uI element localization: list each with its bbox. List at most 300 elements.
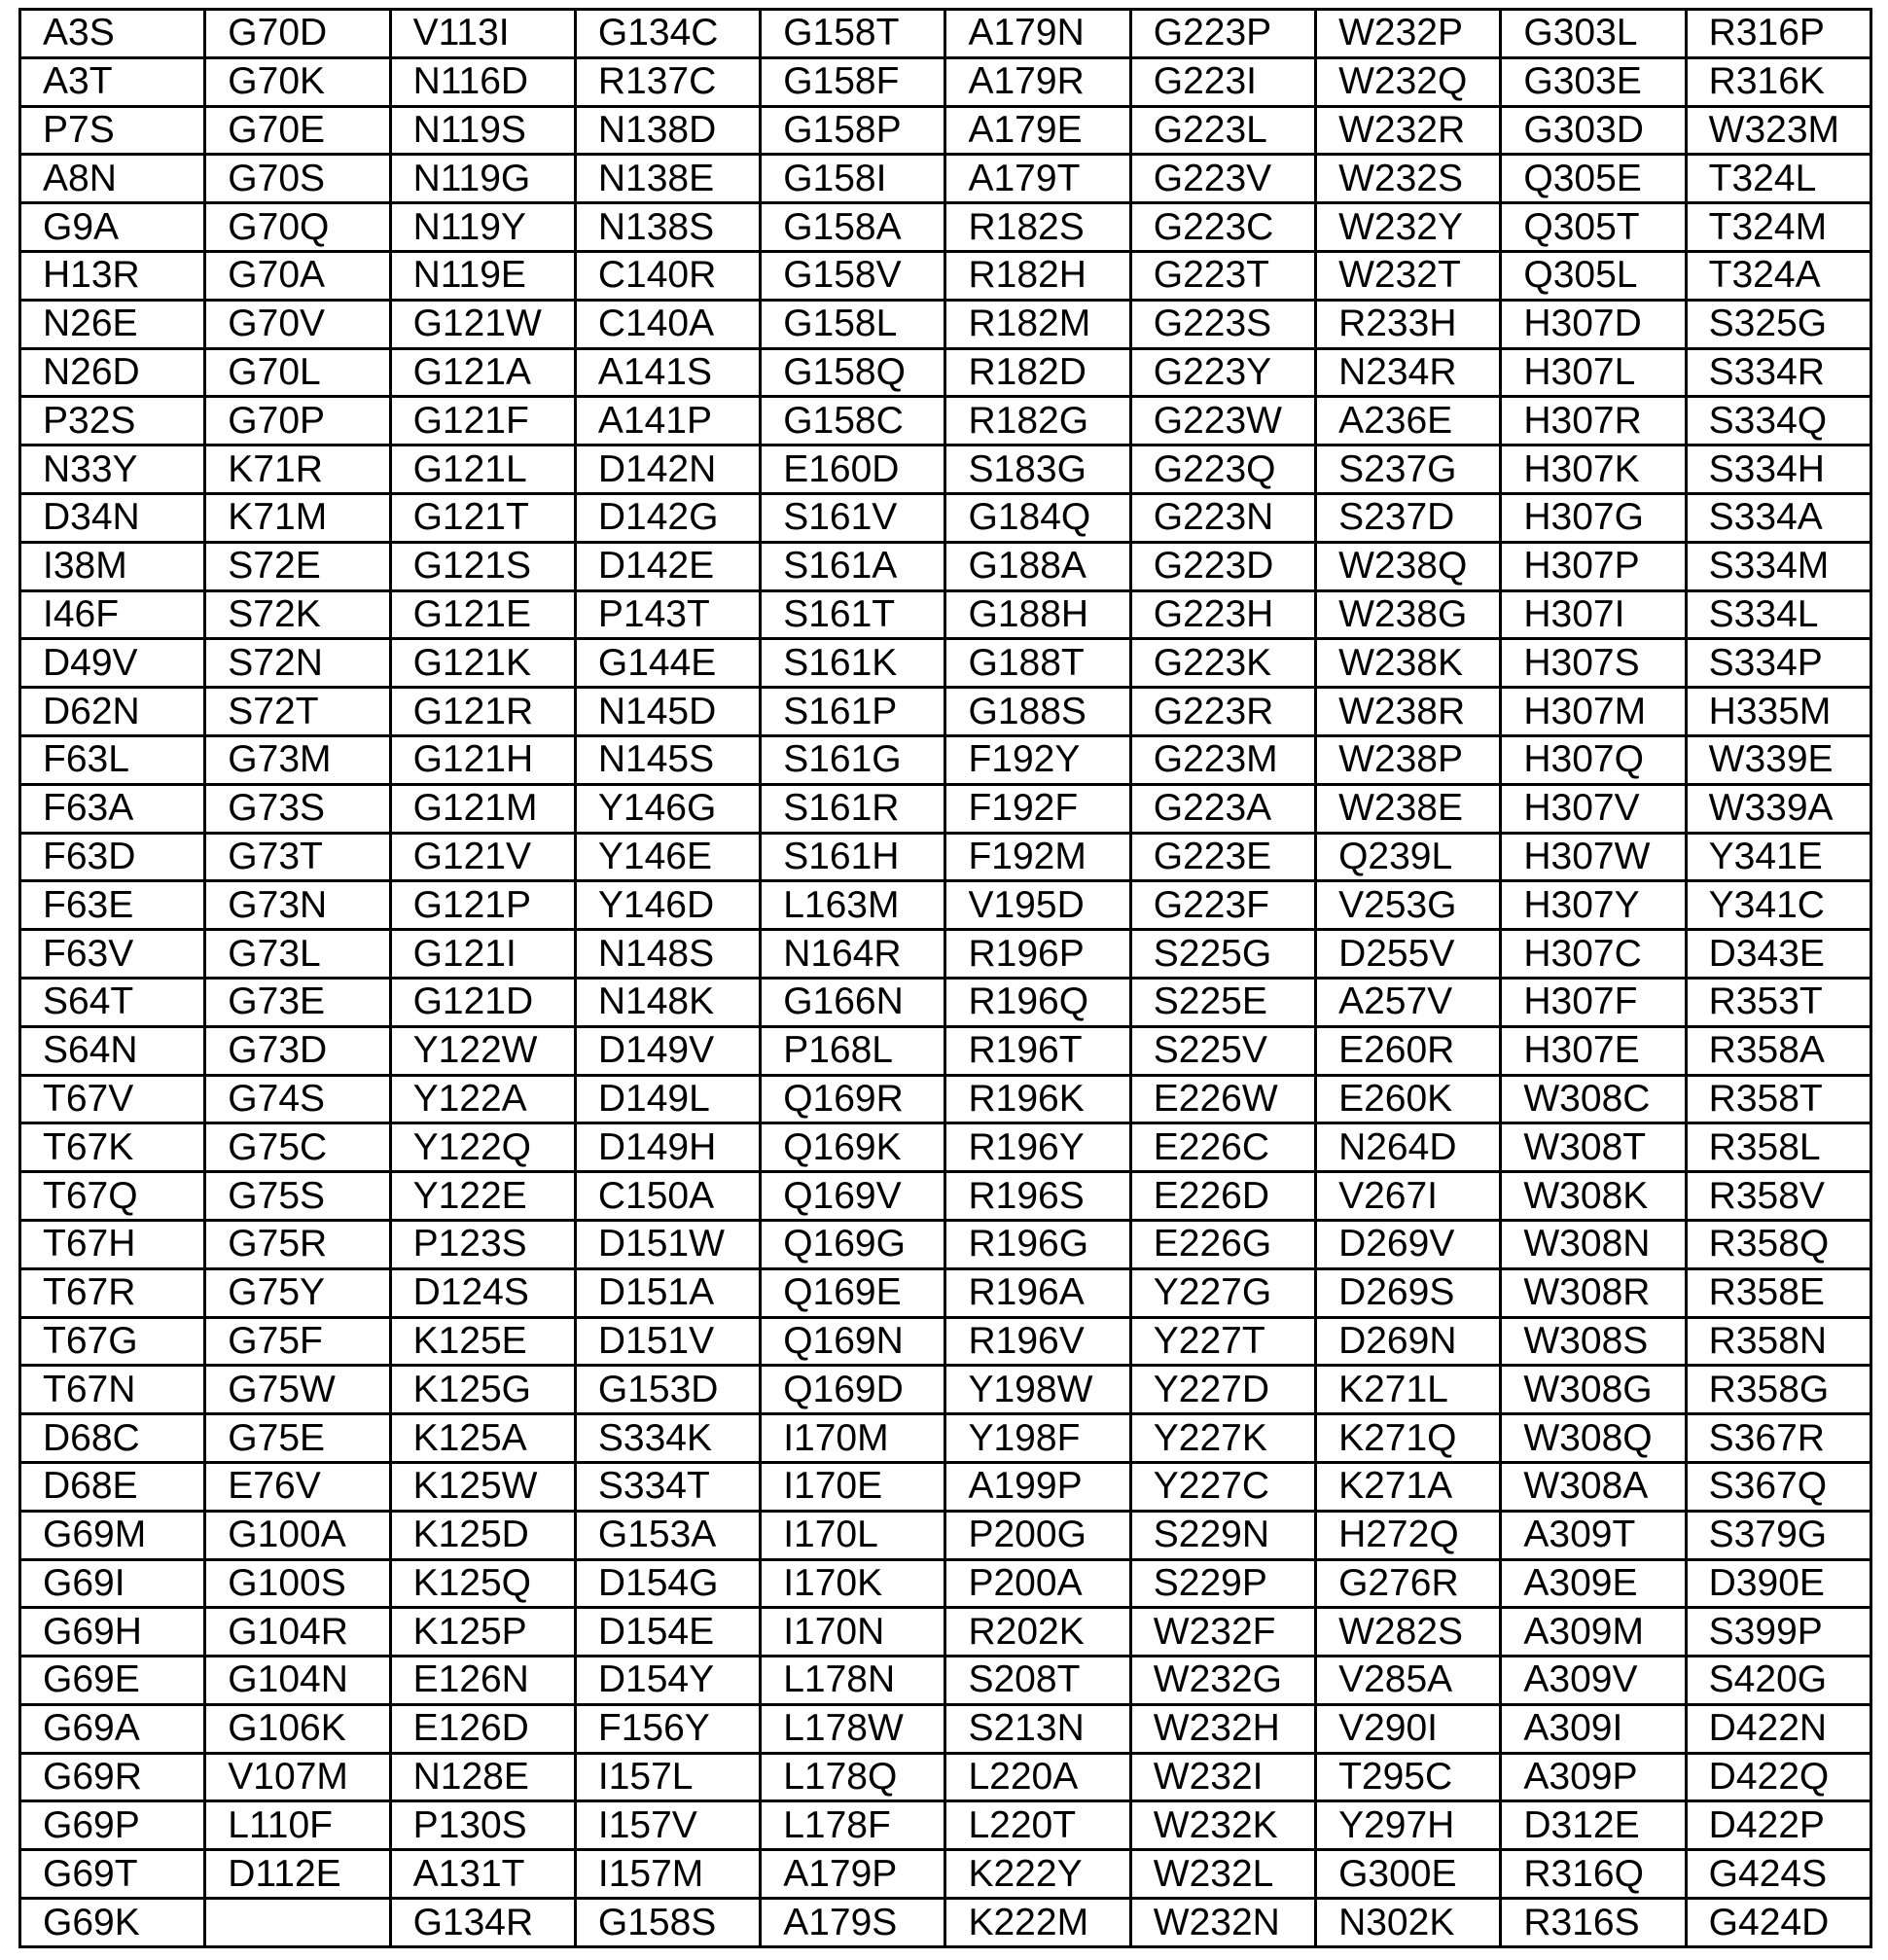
mutation-cell: T67G [20,1317,205,1366]
mutation-cell: S334K [575,1414,760,1463]
mutation-cell: C140R [575,251,760,300]
mutation-cell: G73N [205,881,390,930]
mutation-cell: I46F [20,590,205,639]
mutation-cell: G158F [761,57,945,106]
mutation-cell: S237D [1316,493,1501,542]
mutation-cell: R196A [945,1268,1130,1317]
mutation-cell: T295C [1316,1753,1501,1801]
mutation-cell: G9A [20,203,205,252]
mutation-cell: V290I [1316,1704,1501,1753]
mutation-cell: S420G [1686,1657,1870,1705]
table-row [20,10,1871,58]
mutation-cell: T67V [20,1075,205,1123]
table-row [20,348,1871,397]
mutation-cell: G70D [205,10,390,58]
mutation-cell: R353T [1686,978,1870,1026]
mutation-cell: L220T [945,1801,1130,1850]
mutation-cell: D255V [1316,930,1501,979]
mutation-cell: N119S [390,106,575,155]
mutation-cell: D149V [575,1026,760,1075]
mutation-cell: L110F [205,1801,390,1850]
mutation-cell: G121F [390,397,575,445]
table-row [20,251,1871,300]
table-row [20,881,1871,930]
mutation-cell: W232N [1130,1899,1315,1947]
mutation-cell: G121I [390,930,575,979]
mutation-cell: W232S [1316,155,1501,203]
mutation-cell: C150A [575,1172,760,1221]
table-row [20,1075,1871,1123]
mutation-cell: R196S [945,1172,1130,1221]
mutation-cell: Q305E [1501,155,1686,203]
mutation-cell: G158I [761,155,945,203]
mutation-cell: N148S [575,930,760,979]
mutation-cell: G223S [1130,300,1315,348]
mutation-cell: D151V [575,1317,760,1366]
mutation-cell: R358Q [1686,1220,1870,1268]
mutation-cell: G121P [390,881,575,930]
mutation-cell: L178Q [761,1753,945,1801]
mutation-cell: S161A [761,542,945,590]
mutation-cell: G70P [205,397,390,445]
mutation-cell: F63L [20,735,205,784]
mutation-cell: T67K [20,1123,205,1172]
mutation-cell: A179P [761,1850,945,1899]
mutation-cell: S334H [1686,445,1870,494]
mutation-cell: G121L [390,445,575,494]
mutation-cell: G158C [761,397,945,445]
table-row [20,1268,1871,1317]
mutation-cell: A179S [761,1899,945,1947]
mutation-cell: G158S [575,1899,760,1947]
mutation-cell: D68C [20,1414,205,1463]
mutation-cell: G166N [761,978,945,1026]
mutation-cell: E226W [1130,1075,1315,1123]
mutation-cell: D151W [575,1220,760,1268]
mutation-cell: K222Y [945,1850,1130,1899]
mutation-cell: S225V [1130,1026,1315,1075]
mutation-cell: Q169V [761,1172,945,1221]
mutation-cell: G70K [205,57,390,106]
mutation-cell: R137C [575,57,760,106]
mutation-cell: H307P [1501,542,1686,590]
mutation-cell: N116D [390,57,575,106]
mutation-cell: Y297H [1316,1801,1501,1850]
mutation-cell: N26D [20,348,205,397]
mutation-cell: W232P [1316,10,1501,58]
mutation-cell: H307K [1501,445,1686,494]
mutation-cell: S72E [205,542,390,590]
mutation-cell: D312E [1501,1801,1686,1850]
mutation-cell: D149L [575,1075,760,1123]
mutation-cell: Y227C [1130,1462,1315,1511]
mutation-cell: R182H [945,251,1130,300]
mutation-cell: A141P [575,397,760,445]
mutation-cell: P32S [20,397,205,445]
mutation-cell: P130S [390,1801,575,1850]
mutation-cell: N119G [390,155,575,203]
mutation-cell: E76V [205,1462,390,1511]
mutation-cell: W232K [1130,1801,1315,1850]
mutation-cell: N119E [390,251,575,300]
mutation-cell: R196V [945,1317,1130,1366]
mutation-cell: S161K [761,639,945,688]
mutation-cell: L178N [761,1657,945,1705]
mutation-cell: Q305T [1501,203,1686,252]
table-row [20,542,1871,590]
mutation-cell: T67N [20,1366,205,1414]
mutation-cell: G121E [390,590,575,639]
mutation-cell: V107M [205,1753,390,1801]
mutation-cell: K271Q [1316,1414,1501,1463]
mutation-cell: W308S [1501,1317,1686,1366]
mutation-cell: H307D [1501,300,1686,348]
mutation-cell: P200A [945,1559,1130,1608]
mutation-cell: N138D [575,106,760,155]
mutation-cell: A3T [20,57,205,106]
mutation-cell: F156Y [575,1704,760,1753]
mutation-cell: A3S [20,10,205,58]
mutation-cell: G75Y [205,1268,390,1317]
mutation-cell: A309E [1501,1559,1686,1608]
table-row [20,155,1871,203]
mutation-cell: D149H [575,1123,760,1172]
mutation-cell: D390E [1686,1559,1870,1608]
mutation-cell: S334L [1686,590,1870,639]
mutation-cell: G69R [20,1753,205,1801]
table-row [20,1608,1871,1657]
mutation-cell: G73E [205,978,390,1026]
mutation-cell: T67R [20,1268,205,1317]
mutation-cell: R196K [945,1075,1130,1123]
mutation-cell: D154E [575,1608,760,1657]
mutation-cell: K125Q [390,1559,575,1608]
mutation-cell: S72T [205,688,390,736]
mutation-cell: H307L [1501,348,1686,397]
mutation-cell: Q169E [761,1268,945,1317]
mutation-cell: G69I [20,1559,205,1608]
mutation-cell: G223K [1130,639,1315,688]
mutation-cell: D269V [1316,1220,1501,1268]
mutation-cell: Y227T [1130,1317,1315,1366]
mutation-cell: G223Q [1130,445,1315,494]
mutation-cell: E260R [1316,1026,1501,1075]
mutation-cell: G70L [205,348,390,397]
mutation-cell: L220A [945,1753,1130,1801]
mutation-cell: A309I [1501,1704,1686,1753]
mutation-cell: V253G [1316,881,1501,930]
mutation-cell: G121V [390,833,575,881]
mutation-cell: Q169K [761,1123,945,1172]
mutation-cell: G75S [205,1172,390,1221]
mutation-cell: R196P [945,930,1130,979]
table-row [20,1657,1871,1705]
mutation-cell: G104R [205,1608,390,1657]
table-row [20,1414,1871,1463]
mutation-cell: S334P [1686,639,1870,688]
mutation-cell [205,1899,390,1947]
mutation-cell: A257V [1316,978,1501,1026]
mutation-cell: W238Q [1316,542,1501,590]
mutation-cell: G158L [761,300,945,348]
mutation-cell: W238E [1316,784,1501,833]
mutation-cell: R182G [945,397,1130,445]
mutation-cell: S161V [761,493,945,542]
mutation-cell: Y341C [1686,881,1870,930]
mutation-cell: N119Y [390,203,575,252]
mutation-cell: G223F [1130,881,1315,930]
mutation-cell: G223I [1130,57,1315,106]
mutation-cell: G188H [945,590,1130,639]
mutation-cell: K271L [1316,1366,1501,1414]
mutation-cell: R358A [1686,1026,1870,1075]
mutation-cell: E160D [761,445,945,494]
mutation-cell: G300E [1316,1850,1501,1899]
mutation-cell: W238G [1316,590,1501,639]
mutation-cell: D269N [1316,1317,1501,1366]
mutation-cell: G73S [205,784,390,833]
mutation-cell: G121K [390,639,575,688]
mutation-cell: A179N [945,10,1130,58]
mutation-cell: D422N [1686,1704,1870,1753]
mutation-cell: G303L [1501,10,1686,58]
mutation-cell: G73D [205,1026,390,1075]
mutation-cell: G188T [945,639,1130,688]
mutation-cell: E226G [1130,1220,1315,1268]
table-row [20,1366,1871,1414]
mutation-cell: I170E [761,1462,945,1511]
mutation-cell: V267I [1316,1172,1501,1221]
mutation-cell: A141S [575,348,760,397]
mutation-cell: H307Q [1501,735,1686,784]
mutation-cell: N138E [575,155,760,203]
mutation-cell: D68E [20,1462,205,1511]
mutation-cell: A8N [20,155,205,203]
mutation-cell: K125P [390,1608,575,1657]
mutation-cell: R196Q [945,978,1130,1026]
mutation-cell: S225E [1130,978,1315,1026]
mutation-cell: G188A [945,542,1130,590]
mutation-cell: G134C [575,10,760,58]
mutation-cell: G223T [1130,251,1315,300]
mutation-cell: P123S [390,1220,575,1268]
mutation-cell: N145S [575,735,760,784]
mutation-cell: Y198W [945,1366,1130,1414]
mutation-cell: S334A [1686,493,1870,542]
table-row [20,930,1871,979]
mutation-cell: I38M [20,542,205,590]
mutation-cell: S367R [1686,1414,1870,1463]
mutation-cell: T67H [20,1220,205,1268]
mutation-cell: T324M [1686,203,1870,252]
mutation-cell: R316K [1686,57,1870,106]
table-row [20,590,1871,639]
mutation-cell: G70S [205,155,390,203]
table-row [20,1850,1871,1899]
mutation-cell: G134R [390,1899,575,1947]
mutation-cell: G121D [390,978,575,1026]
mutation-cell: F192F [945,784,1130,833]
mutation-cell: Y198F [945,1414,1130,1463]
mutation-cell: G223P [1130,10,1315,58]
table-row [20,493,1871,542]
mutation-cell: V285A [1316,1657,1501,1705]
mutation-cell: V195D [945,881,1130,930]
mutation-cell: G184Q [945,493,1130,542]
mutation-cell: G223N [1130,493,1315,542]
mutation-cell: D151A [575,1268,760,1317]
mutation-cell: Y146D [575,881,760,930]
mutation-cell: D142G [575,493,760,542]
table-row [20,106,1871,155]
table-row [20,688,1871,736]
mutation-cell: P200G [945,1511,1130,1559]
mutation-cell: F63V [20,930,205,979]
mutation-cell: G223C [1130,203,1315,252]
mutation-cell: D34N [20,493,205,542]
mutation-cell: S334Q [1686,397,1870,445]
mutation-cell: K71M [205,493,390,542]
mutation-cell: Y227K [1130,1414,1315,1463]
mutation-cell: W232I [1130,1753,1315,1801]
mutation-cell: G223Y [1130,348,1315,397]
mutation-cell: G223H [1130,590,1315,639]
mutation-cell: S161G [761,735,945,784]
mutation-cell: S229P [1130,1559,1315,1608]
mutation-cell: V113I [390,10,575,58]
mutation-cell: W339A [1686,784,1870,833]
mutation-cell: D422Q [1686,1753,1870,1801]
mutation-cell: A199P [945,1462,1130,1511]
mutation-cell: G70A [205,251,390,300]
mutation-cell: H335M [1686,688,1870,736]
mutation-cell: D269S [1316,1268,1501,1317]
mutation-cell: N302K [1316,1899,1501,1947]
table-row [20,1026,1871,1075]
mutation-cell: G70Q [205,203,390,252]
mutation-cell: W308T [1501,1123,1686,1172]
mutation-cell: G69T [20,1850,205,1899]
mutation-cell: K125W [390,1462,575,1511]
mutation-cell: R182S [945,203,1130,252]
mutation-cell: W308K [1501,1172,1686,1221]
mutation-cell: F63A [20,784,205,833]
mutation-cell: H307M [1501,688,1686,736]
mutation-cell: S183G [945,445,1130,494]
mutation-cell: G70E [205,106,390,155]
mutation-cell: G158T [761,10,945,58]
mutation-cell: G69A [20,1704,205,1753]
mutation-cell: H307I [1501,590,1686,639]
mutation-cell: W232Q [1316,57,1501,106]
mutation-cell: H307Y [1501,881,1686,930]
mutation-cell: I170K [761,1559,945,1608]
mutation-cell: Q305L [1501,251,1686,300]
mutation-cell: P7S [20,106,205,155]
mutation-cell: R316S [1501,1899,1686,1947]
mutation-cell: A309M [1501,1608,1686,1657]
mutation-cell: Y122E [390,1172,575,1221]
mutation-cell: W232L [1130,1850,1315,1899]
mutation-cell: S72N [205,639,390,688]
table-row [20,57,1871,106]
mutation-cell: D124S [390,1268,575,1317]
mutation-cell: E226C [1130,1123,1315,1172]
mutation-cell: W238K [1316,639,1501,688]
mutation-cell: R358E [1686,1268,1870,1317]
table-row [20,300,1871,348]
mutation-cell: H307G [1501,493,1686,542]
table-row [20,445,1871,494]
mutation-cell: L178F [761,1801,945,1850]
mutation-cell: G73T [205,833,390,881]
mutation-cell: Q239L [1316,833,1501,881]
mutation-cell: S225G [1130,930,1315,979]
mutation-cell: R316Q [1501,1850,1686,1899]
mutation-cell: S379G [1686,1511,1870,1559]
mutation-cell: Y122Q [390,1123,575,1172]
mutation-cell: N138S [575,203,760,252]
mutation-cell: G276R [1316,1559,1501,1608]
mutation-cell: R316P [1686,10,1870,58]
table-row [20,1123,1871,1172]
mutation-cell: N234R [1316,348,1501,397]
mutation-cell: N145D [575,688,760,736]
mutation-cell: G75W [205,1366,390,1414]
mutation-cell: G69E [20,1657,205,1705]
mutation-cell: W339E [1686,735,1870,784]
mutation-cell: G223R [1130,688,1315,736]
mutation-cell: G100S [205,1559,390,1608]
mutation-cell: G100A [205,1511,390,1559]
mutation-cell: W232T [1316,251,1501,300]
mutation-cell: D142N [575,445,760,494]
mutation-cell: I157M [575,1850,760,1899]
mutation-cell: G74S [205,1075,390,1123]
mutation-cell: D142E [575,542,760,590]
mutation-cell: G75R [205,1220,390,1268]
mutation-cell: E260K [1316,1075,1501,1123]
mutation-cell: W232H [1130,1704,1315,1753]
mutation-cell: C140A [575,300,760,348]
mutation-cell: W308N [1501,1220,1686,1268]
mutation-cell: G158P [761,106,945,155]
mutation-cell: G223A [1130,784,1315,833]
table-row [20,1317,1871,1366]
mutation-cell: G121T [390,493,575,542]
mutation-cell: G121A [390,348,575,397]
mutation-cell: G153A [575,1511,760,1559]
mutation-cell: I157L [575,1753,760,1801]
mutation-cell: D49V [20,639,205,688]
mutation-cell: R196T [945,1026,1130,1075]
mutation-cell: G69M [20,1511,205,1559]
mutation-cell: S229N [1130,1511,1315,1559]
mutation-cell: G158V [761,251,945,300]
mutation-cell: F192M [945,833,1130,881]
mutation-cell: Q169R [761,1075,945,1123]
mutation-cell: A131T [390,1850,575,1899]
mutation-cell: R233H [1316,300,1501,348]
mutation-cell: I170M [761,1414,945,1463]
mutation-cell: A309V [1501,1657,1686,1705]
mutation-cell: S213N [945,1704,1130,1753]
mutation-cell: H307R [1501,397,1686,445]
mutation-cell: P168L [761,1026,945,1075]
mutation-cell: E226D [1130,1172,1315,1221]
mutation-cell: Q169G [761,1220,945,1268]
mutation-cell: Y122A [390,1075,575,1123]
